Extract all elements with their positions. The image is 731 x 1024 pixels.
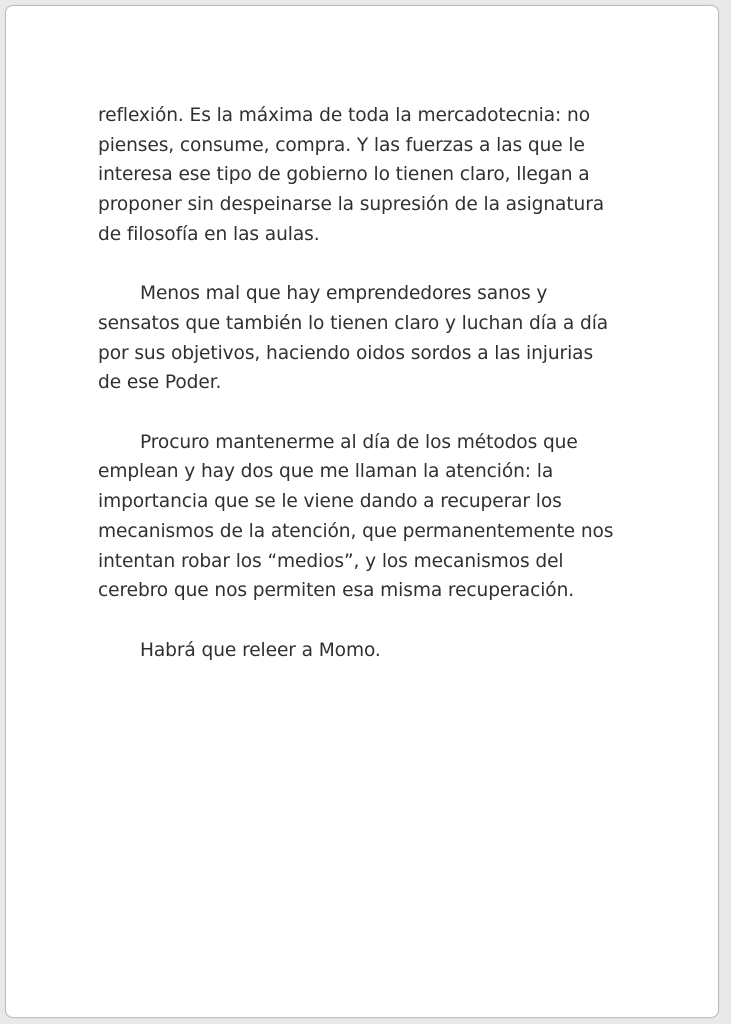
text-line: intentan robar los “medios”, y los mecanismos del [98, 550, 564, 572]
text-line: Habrá que releer a Momo. [140, 639, 381, 661]
paragraph-3 [98, 428, 643, 606]
paragraph-1 [98, 101, 643, 250]
text-line: pienses, consume, compra. Y las fuerzas a las que le [98, 134, 585, 156]
text-line: interesa ese tipo de gobierno lo tienen claro, llegan a [98, 164, 590, 186]
text-line: de filosofía en las aulas. [98, 223, 320, 245]
text-line: Menos mal que hay emprendedores sanos y [140, 283, 548, 305]
text-line: reflexión. Es la máxima de toda la mercadotecnia: no [98, 105, 590, 126]
paragraph-4 [98, 636, 643, 666]
text-line: Procuro mantenerme al día de los métodos que [140, 431, 578, 453]
text-line: cerebro que nos permiten esa misma recuperación. [98, 580, 575, 602]
text-line: emplean y hay dos que me llaman la atención: la [98, 461, 554, 483]
document-body [98, 101, 643, 695]
text-line: mecanismos de la atención, que permanentemente nos [98, 520, 614, 542]
text-line: proponer sin despeinarse la supresión de la asignatura [98, 194, 605, 216]
text-line: sensatos que también lo tienen claro y luchan día a día [98, 312, 609, 334]
document-page [5, 5, 719, 1018]
text-line: de ese Poder. [98, 372, 222, 394]
text-line: importancia que se le viene dando a recuperar los [98, 491, 562, 513]
text-line: por sus objetivos, haciendo oidos sordos a las injurias [98, 342, 594, 364]
paragraph-2 [98, 279, 643, 398]
